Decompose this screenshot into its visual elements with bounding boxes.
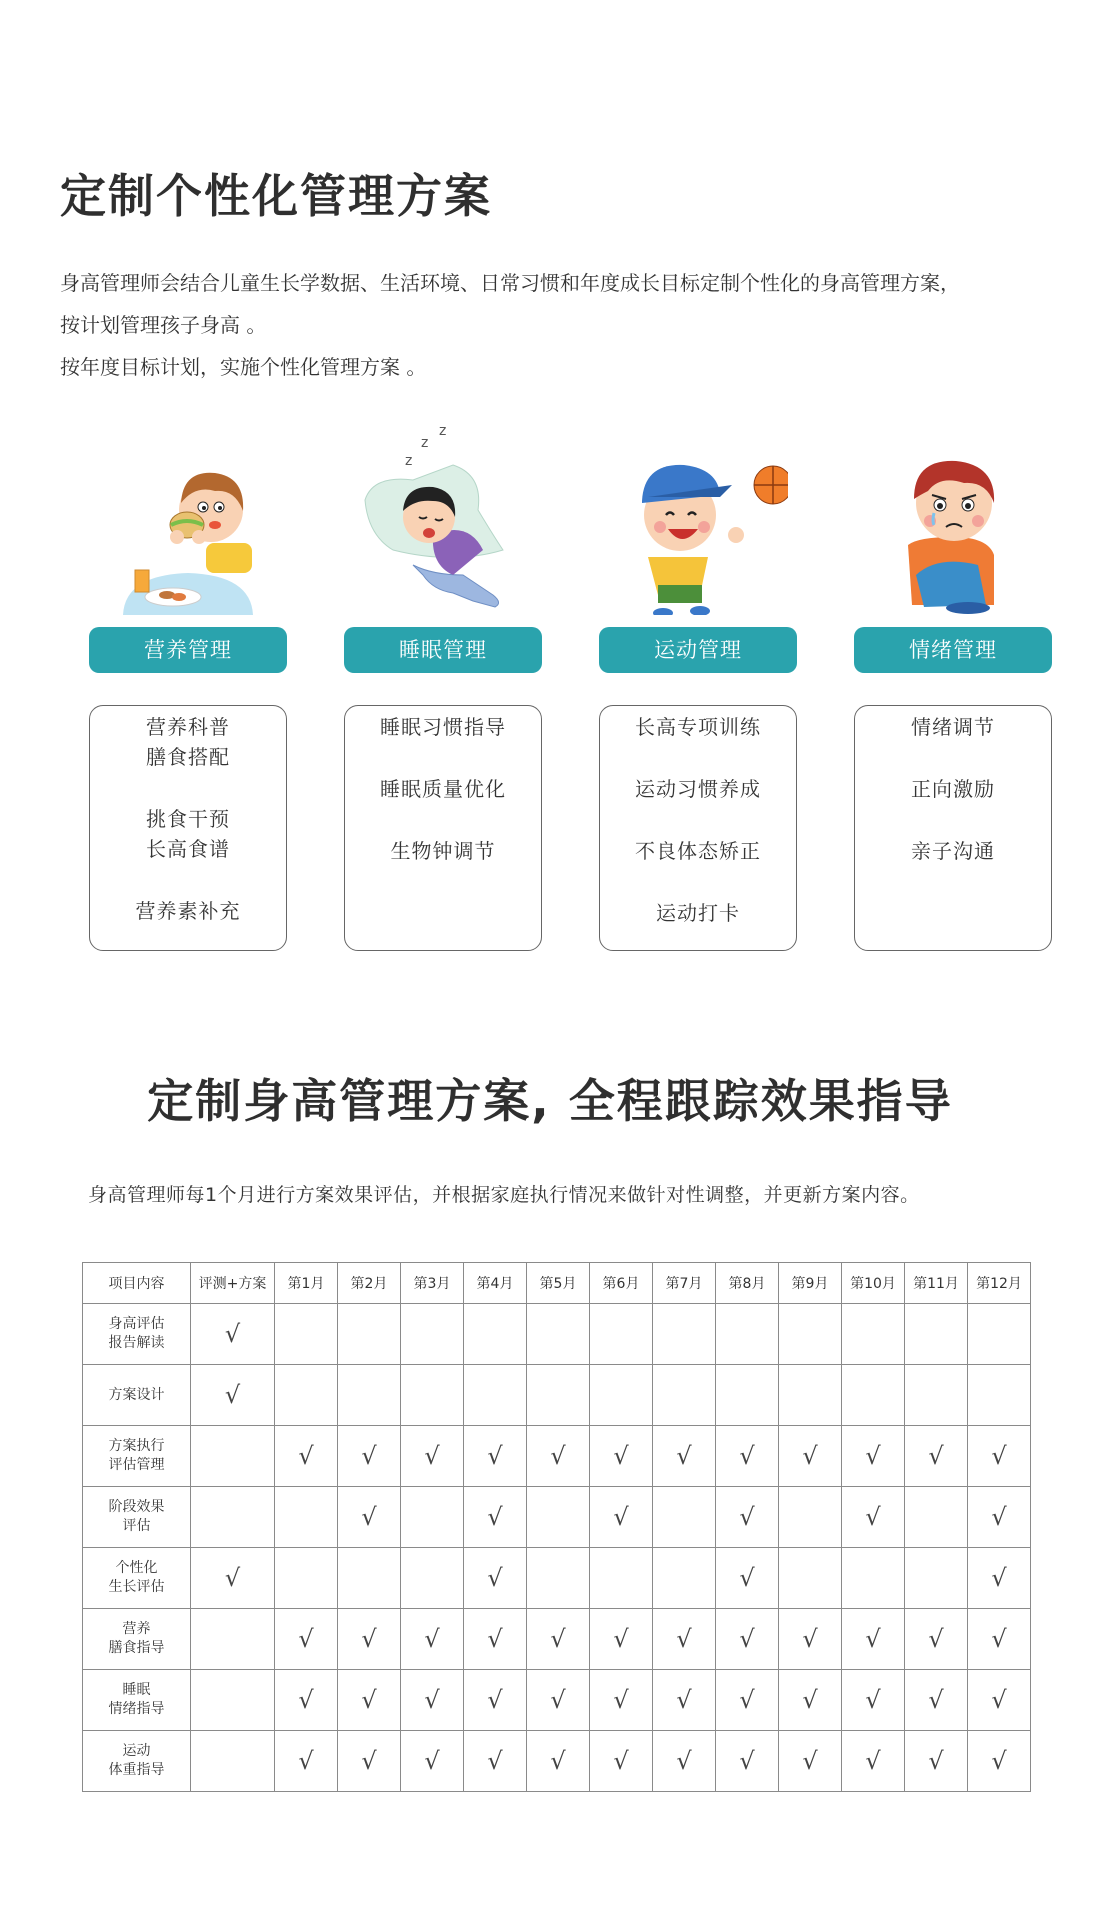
check-mark-cell: √ xyxy=(842,1670,905,1731)
check-mark-cell: √ xyxy=(779,1731,842,1792)
table-header-cell: 第4月 xyxy=(464,1263,527,1304)
check-mark-cell: √ xyxy=(968,1670,1031,1731)
table-header-cell: 项目内容 xyxy=(83,1263,191,1304)
intro-line: 身高管理师会结合儿童生长学数据、生活环境、日常习惯和年度成长目标定制个性化的身高管理方案， xyxy=(60,271,960,295)
check-mark-cell: √ xyxy=(653,1426,716,1487)
empty-cell xyxy=(653,1304,716,1365)
empty-cell xyxy=(275,1548,338,1609)
card-item: 运动习惯养成 xyxy=(635,777,761,801)
check-mark-cell: √ xyxy=(590,1426,653,1487)
check-mark-cell: √ xyxy=(716,1731,779,1792)
card-title: 睡眠管理 xyxy=(344,627,542,673)
check-mark-cell: √ xyxy=(401,1609,464,1670)
check-mark-cell: √ xyxy=(716,1670,779,1731)
empty-cell xyxy=(338,1548,401,1609)
empty-cell xyxy=(968,1304,1031,1365)
empty-cell xyxy=(464,1304,527,1365)
empty-cell xyxy=(842,1365,905,1426)
table-header-cell: 第6月 xyxy=(590,1263,653,1304)
empty-cell xyxy=(275,1487,338,1548)
check-mark-cell: √ xyxy=(338,1487,401,1548)
empty-cell xyxy=(653,1365,716,1426)
empty-cell xyxy=(968,1365,1031,1426)
check-mark-cell: √ xyxy=(464,1670,527,1731)
empty-cell xyxy=(590,1548,653,1609)
card-items xyxy=(344,705,542,951)
empty-cell xyxy=(464,1365,527,1426)
table-header-cell: 评测+方案 xyxy=(191,1263,275,1304)
card-item: 不良体态矫正 xyxy=(635,839,761,863)
row-label: 身高评估 报告解读 xyxy=(83,1304,191,1365)
card-emotion xyxy=(854,425,1052,955)
empty-cell xyxy=(401,1487,464,1548)
empty-cell xyxy=(191,1487,275,1548)
svg-text:z: z xyxy=(405,453,413,469)
check-mark-cell: √ xyxy=(779,1670,842,1731)
table-header-cell: 第2月 xyxy=(338,1263,401,1304)
check-mark-cell: √ xyxy=(527,1609,590,1670)
check-mark-cell: √ xyxy=(905,1609,968,1670)
child-eating-icon xyxy=(89,425,287,615)
row-label: 睡眠 情绪指导 xyxy=(83,1670,191,1731)
check-mark-cell: √ xyxy=(275,1609,338,1670)
check-mark-cell: √ xyxy=(338,1670,401,1731)
card-item: 正向激励 xyxy=(911,777,995,801)
check-mark-cell: √ xyxy=(338,1731,401,1792)
table-row xyxy=(83,1487,1031,1548)
empty-cell xyxy=(779,1304,842,1365)
card-nutrition xyxy=(89,425,287,955)
check-mark-cell: √ xyxy=(464,1609,527,1670)
management-cards xyxy=(0,425,1100,955)
table-row xyxy=(83,1609,1031,1670)
card-items xyxy=(854,705,1052,951)
empty-cell xyxy=(191,1609,275,1670)
empty-cell xyxy=(653,1548,716,1609)
check-mark-cell: √ xyxy=(653,1731,716,1792)
check-mark-cell: √ xyxy=(653,1670,716,1731)
table-header-cell: 第9月 xyxy=(779,1263,842,1304)
empty-cell xyxy=(275,1304,338,1365)
check-mark-cell: √ xyxy=(464,1487,527,1548)
check-mark-cell: √ xyxy=(968,1426,1031,1487)
check-mark-cell: √ xyxy=(590,1487,653,1548)
check-mark-cell: √ xyxy=(905,1670,968,1731)
intro-line: 按计划管理孩子身高 。 xyxy=(60,313,267,337)
empty-cell xyxy=(401,1365,464,1426)
card-item: 生物钟调节 xyxy=(390,839,496,863)
empty-cell xyxy=(401,1548,464,1609)
check-mark-cell: √ xyxy=(653,1609,716,1670)
check-mark-cell: √ xyxy=(716,1487,779,1548)
empty-cell xyxy=(716,1365,779,1426)
check-mark-cell: √ xyxy=(527,1426,590,1487)
check-mark-cell: √ xyxy=(842,1487,905,1548)
table-row xyxy=(83,1426,1031,1487)
plan-table xyxy=(82,1262,1031,1792)
table-row xyxy=(83,1670,1031,1731)
empty-cell xyxy=(527,1487,590,1548)
card-items xyxy=(89,705,287,951)
check-mark-cell: √ xyxy=(338,1609,401,1670)
section-title-2: 定制身高管理方案, 全程跟踪效果指导 xyxy=(147,1074,953,1128)
check-mark-cell: √ xyxy=(842,1731,905,1792)
empty-cell xyxy=(842,1304,905,1365)
check-mark-cell: √ xyxy=(464,1426,527,1487)
empty-cell xyxy=(905,1304,968,1365)
empty-cell xyxy=(401,1304,464,1365)
empty-cell xyxy=(842,1548,905,1609)
intro-line: 按年度目标计划，实施个性化管理方案 。 xyxy=(60,355,427,379)
card-sleep xyxy=(344,425,542,955)
check-mark-cell: √ xyxy=(191,1304,275,1365)
empty-cell xyxy=(779,1487,842,1548)
check-mark-cell: √ xyxy=(464,1731,527,1792)
table-row xyxy=(83,1304,1031,1365)
child-sleeping-icon xyxy=(344,425,542,615)
section-description: 身高管理师每1个月进行方案效果评估，并根据家庭执行情况来做针对性调整，并更新方案内容。 xyxy=(88,1184,920,1206)
empty-cell xyxy=(527,1304,590,1365)
check-mark-cell: √ xyxy=(968,1609,1031,1670)
check-mark-cell: √ xyxy=(464,1548,527,1609)
check-mark-cell: √ xyxy=(716,1548,779,1609)
empty-cell xyxy=(779,1365,842,1426)
table-header-cell: 第11月 xyxy=(905,1263,968,1304)
empty-cell xyxy=(275,1365,338,1426)
card-item: 长高食谱 xyxy=(146,837,230,861)
check-mark-cell: √ xyxy=(401,1731,464,1792)
empty-cell xyxy=(338,1304,401,1365)
section-title: 定制个性化管理方案 xyxy=(60,169,492,223)
row-label: 运动 体重指导 xyxy=(83,1731,191,1792)
row-label: 阶段效果 评估 xyxy=(83,1487,191,1548)
card-items xyxy=(599,705,797,951)
card-title: 运动管理 xyxy=(599,627,797,673)
empty-cell xyxy=(191,1426,275,1487)
check-mark-cell: √ xyxy=(905,1731,968,1792)
card-item: 营养科普 xyxy=(146,715,230,739)
card-exercise xyxy=(599,425,797,955)
check-mark-cell: √ xyxy=(191,1548,275,1609)
check-mark-cell: √ xyxy=(527,1731,590,1792)
check-mark-cell: √ xyxy=(401,1426,464,1487)
table-header-cell: 第7月 xyxy=(653,1263,716,1304)
empty-cell xyxy=(905,1548,968,1609)
card-title: 营养管理 xyxy=(89,627,287,673)
svg-text:z: z xyxy=(439,425,447,439)
card-item: 睡眠质量优化 xyxy=(380,777,506,801)
child-basketball-icon xyxy=(599,425,797,615)
check-mark-cell: √ xyxy=(401,1670,464,1731)
check-mark-cell: √ xyxy=(842,1609,905,1670)
empty-cell xyxy=(779,1548,842,1609)
table-row xyxy=(83,1548,1031,1609)
card-item: 运动打卡 xyxy=(656,901,740,925)
card-item: 膳食搭配 xyxy=(146,745,230,769)
table-header-cell: 第10月 xyxy=(842,1263,905,1304)
card-item: 挑食干预 xyxy=(146,807,230,831)
empty-cell xyxy=(338,1365,401,1426)
empty-cell xyxy=(653,1487,716,1548)
check-mark-cell: √ xyxy=(191,1365,275,1426)
check-mark-cell: √ xyxy=(338,1426,401,1487)
table-header-cell: 第5月 xyxy=(527,1263,590,1304)
check-mark-cell: √ xyxy=(590,1609,653,1670)
card-title: 情绪管理 xyxy=(854,627,1052,673)
check-mark-cell: √ xyxy=(716,1609,779,1670)
row-label: 方案设计 xyxy=(83,1365,191,1426)
check-mark-cell: √ xyxy=(590,1670,653,1731)
empty-cell xyxy=(905,1365,968,1426)
empty-cell xyxy=(590,1365,653,1426)
check-mark-cell: √ xyxy=(275,1731,338,1792)
row-label: 方案执行 评估管理 xyxy=(83,1426,191,1487)
empty-cell xyxy=(527,1548,590,1609)
check-mark-cell: √ xyxy=(842,1426,905,1487)
empty-cell xyxy=(191,1670,275,1731)
empty-cell xyxy=(191,1731,275,1792)
check-mark-cell: √ xyxy=(527,1670,590,1731)
check-mark-cell: √ xyxy=(905,1426,968,1487)
table-header-cell: 第12月 xyxy=(968,1263,1031,1304)
check-mark-cell: √ xyxy=(275,1426,338,1487)
table-row xyxy=(83,1731,1031,1792)
check-mark-cell: √ xyxy=(716,1426,779,1487)
table-header-cell: 第1月 xyxy=(275,1263,338,1304)
card-item: 营养素补充 xyxy=(135,899,241,923)
intro-text xyxy=(60,262,1050,388)
check-mark-cell: √ xyxy=(968,1487,1031,1548)
empty-cell xyxy=(527,1365,590,1426)
table-row xyxy=(83,1365,1031,1426)
card-item: 长高专项训练 xyxy=(635,715,761,739)
row-label: 营养 膳食指导 xyxy=(83,1609,191,1670)
check-mark-cell: √ xyxy=(275,1670,338,1731)
card-item: 情绪调节 xyxy=(911,715,995,739)
empty-cell xyxy=(590,1304,653,1365)
check-mark-cell: √ xyxy=(779,1426,842,1487)
card-item: 亲子沟通 xyxy=(911,839,995,863)
check-mark-cell: √ xyxy=(779,1609,842,1670)
card-item: 睡眠习惯指导 xyxy=(380,715,506,739)
check-mark-cell: √ xyxy=(968,1548,1031,1609)
table-body xyxy=(83,1304,1031,1792)
check-mark-cell: √ xyxy=(590,1731,653,1792)
empty-cell xyxy=(905,1487,968,1548)
check-mark-cell: √ xyxy=(968,1731,1031,1792)
table-header-row xyxy=(83,1263,1031,1304)
empty-cell xyxy=(716,1304,779,1365)
table-header-cell: 第3月 xyxy=(401,1263,464,1304)
child-sad-icon xyxy=(854,425,1052,615)
row-label: 个性化 生长评估 xyxy=(83,1548,191,1609)
svg-text:z: z xyxy=(421,435,429,451)
table-header-cell: 第8月 xyxy=(716,1263,779,1304)
